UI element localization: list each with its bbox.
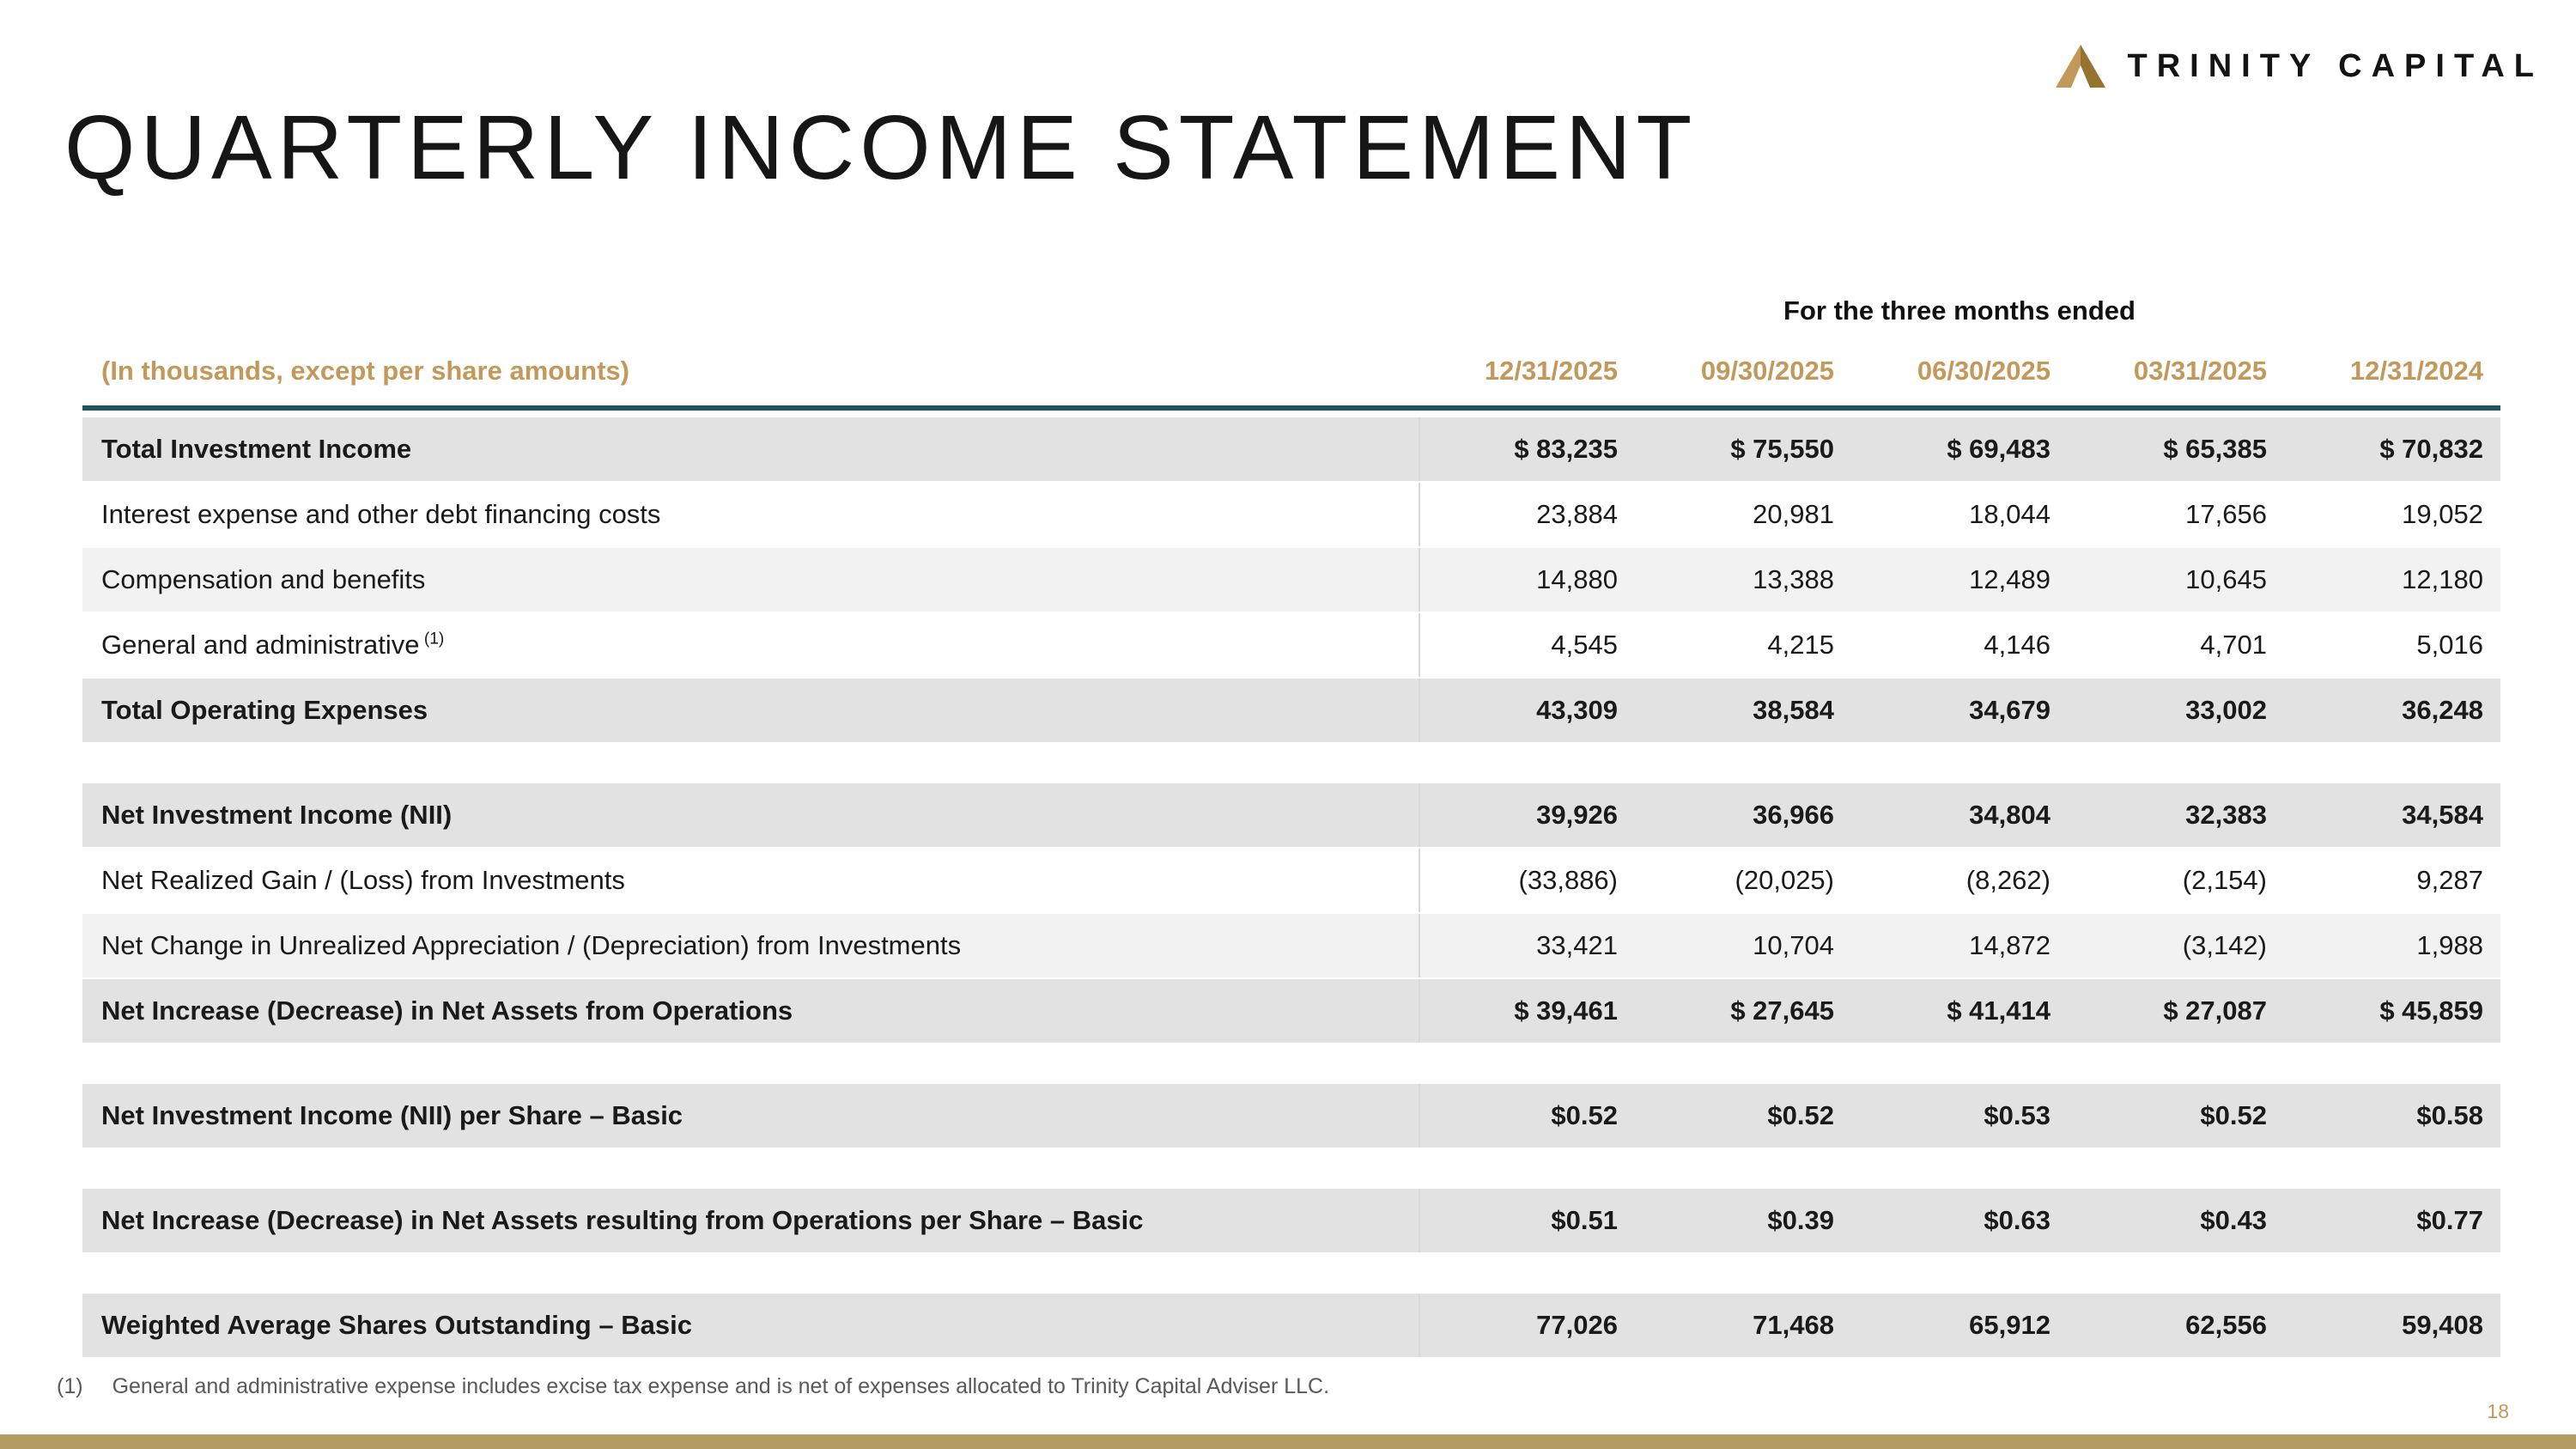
row-value: (2,154) [2182, 865, 2267, 895]
table-row [82, 914, 2500, 979]
row-label: Weighted Average Shares Outstanding – Basic [101, 1310, 692, 1340]
footnote-marker: (1) [57, 1374, 83, 1398]
footer-bar [0, 1434, 2576, 1449]
row-label: Net Change in Unrealized Appreciation / (Depreciation) from Investments [101, 930, 962, 960]
page-title: QUARTERLY INCOME STATEMENT [64, 97, 1698, 198]
row-value: 19,052 [2402, 499, 2483, 529]
period-header: For the three months ended [1783, 295, 2136, 326]
row-value: 4,215 [1767, 630, 1834, 660]
row-value: $ 45,859 [2379, 995, 2483, 1026]
row-value: $0.43 [2200, 1205, 2267, 1235]
row-value: 38,584 [1753, 695, 1834, 725]
table-row [82, 849, 2500, 914]
row-value: 13,388 [1753, 564, 1834, 594]
row-value: 65,912 [1969, 1310, 2050, 1340]
table-row [82, 783, 2500, 849]
table-row [82, 548, 2500, 613]
row-label: General and administrative $^{(1)}$ [101, 630, 445, 660]
row-value: 4,701 [2200, 630, 2267, 660]
row-value: $0.52 [1419, 1084, 1635, 1148]
row-value: (8,262) [1965, 865, 2050, 895]
row-value: (20,025) [1735, 865, 1834, 895]
row-label: Net Investment Income (NII) per Share – Basic [101, 1100, 683, 1130]
table-row [82, 483, 2500, 548]
row-value: $0.53 [1984, 1100, 2050, 1130]
period-header-row [82, 295, 2500, 326]
row-value: 34,584 [2402, 800, 2483, 830]
row-value: (33,886) [1419, 849, 1635, 912]
row-value: 33,421 [1419, 914, 1635, 977]
row-value: 36,966 [1753, 800, 1834, 830]
row-value: $ 27,645 [1730, 995, 1834, 1026]
row-label: Net Investment Income (NII) [101, 800, 453, 830]
row-value: 18,044 [1969, 499, 2050, 529]
row-value: 5,016 [2416, 630, 2483, 660]
table-label-header: (In thousands, except per share amounts) [101, 356, 629, 386]
row-value: $ 41,414 [1947, 995, 2050, 1026]
row-value: 12,180 [2402, 564, 2483, 594]
row-value: $ 27,087 [2163, 995, 2267, 1026]
period-header-spacer [82, 295, 1419, 326]
footnote [57, 1374, 1329, 1399]
row-label: Compensation and benefits [101, 564, 426, 594]
table-row [82, 679, 2500, 744]
row-value: 4,545 [1419, 613, 1635, 677]
income-statement-table [82, 295, 2500, 1359]
row-value: 34,804 [1969, 800, 2050, 830]
row-value: $0.77 [2416, 1205, 2483, 1235]
row-value: 9,287 [2416, 865, 2483, 895]
row-value: 39,926 [1419, 783, 1635, 847]
column-header-1: 12/31/2025 [1484, 356, 1618, 386]
row-value: 59,408 [2402, 1310, 2483, 1340]
row-value: $0.51 [1419, 1189, 1635, 1252]
logo [2056, 45, 2543, 88]
row-label: Net Realized Gain / (Loss) from Investments [101, 865, 625, 895]
row-value: 14,872 [1969, 930, 2050, 960]
row-value: $ 83,235 [1419, 417, 1635, 481]
trinity-capital-logo-icon [2056, 45, 2105, 88]
table-row [82, 1294, 2500, 1359]
row-value: 43,309 [1419, 679, 1635, 742]
row-value: $0.52 [1767, 1100, 1834, 1130]
row-value: $0.39 [1767, 1205, 1834, 1235]
row-value: (3,142) [2182, 930, 2267, 960]
row-value: 10,704 [1753, 930, 1834, 960]
row-label: Net Increase (Decrease) in Net Assets resulting from Operations per Share – Basic [101, 1205, 1144, 1235]
row-value: $ 39,461 [1419, 979, 1635, 1043]
row-value: 12,489 [1969, 564, 2050, 594]
table-row [82, 1189, 2500, 1254]
row-value: $0.63 [1984, 1205, 2050, 1235]
table-row [82, 417, 2500, 483]
row-label: Total Operating Expenses [101, 695, 428, 725]
row-value: 36,248 [2402, 695, 2483, 725]
row-value: $ 69,483 [1947, 434, 2050, 464]
row-value: 4,146 [1984, 630, 2050, 660]
row-value: $0.58 [2416, 1100, 2483, 1130]
row-value: 10,645 [2185, 564, 2267, 594]
row-value: $ 75,550 [1730, 434, 1834, 464]
column-header-4: 03/31/2025 [2133, 356, 2267, 386]
row-value: 14,880 [1419, 548, 1635, 612]
row-value: 32,383 [2185, 800, 2267, 830]
row-label: Net Increase (Decrease) in Net Assets from Operations [101, 995, 793, 1026]
row-value: 1,988 [2416, 930, 2483, 960]
row-value: 17,656 [2185, 499, 2267, 529]
row-value: 62,556 [2185, 1310, 2267, 1340]
table-row [82, 1084, 2500, 1149]
column-header-2: 09/30/2025 [1700, 356, 1834, 386]
table-row [82, 613, 2500, 679]
row-value: $0.52 [2200, 1100, 2267, 1130]
row-value: 20,981 [1753, 499, 1834, 529]
row-label: Interest expense and other debt financing costs [101, 499, 661, 529]
row-label: Total Investment Income [101, 434, 412, 464]
footnote-text: General and administrative expense includes excise tax expense and is net of expenses allocated to Trinity Capital Adviser LLC. [112, 1374, 1330, 1398]
row-value: 33,002 [2185, 695, 2267, 725]
table-header-row [82, 356, 2500, 411]
column-header-5: 12/31/2024 [2349, 356, 2483, 386]
row-value: 34,679 [1969, 695, 2050, 725]
logo-text: TRINITY CAPITAL [2127, 47, 2543, 84]
row-value: $ 70,832 [2379, 434, 2483, 464]
row-value: $ 65,385 [2163, 434, 2267, 464]
table-row [82, 979, 2500, 1044]
footnote-ref: (1) [419, 630, 445, 648]
page-number: 18 [2487, 1400, 2509, 1422]
row-value: 77,026 [1419, 1294, 1635, 1357]
table-body [82, 417, 2500, 1359]
row-value: 23,884 [1419, 483, 1635, 546]
column-header-3: 06/30/2025 [1917, 356, 2050, 386]
row-value: 71,468 [1753, 1310, 1834, 1340]
